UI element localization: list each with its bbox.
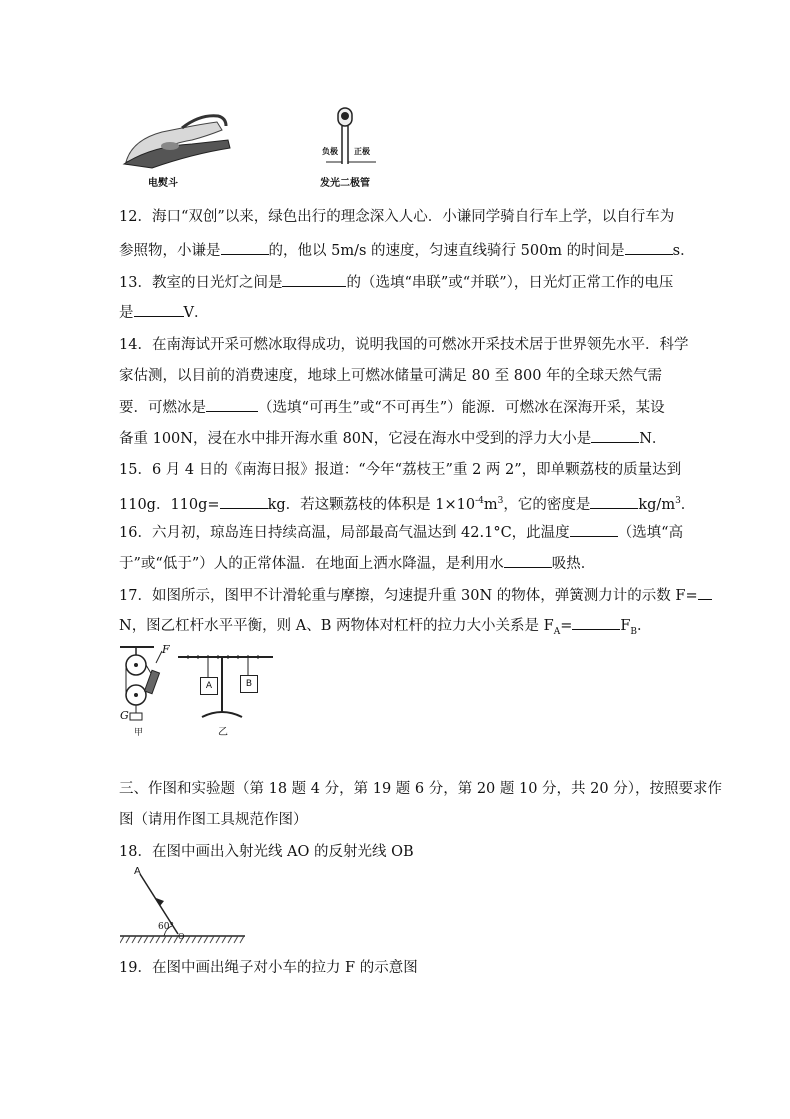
q15-text-b: kg．若这颗荔枝的体积是 1×10 [267, 496, 476, 513]
q12-blank-1[interactable] [221, 240, 269, 255]
q15-text-a: 110g．110g= [119, 496, 220, 513]
q15-sup-cube: 3 [497, 496, 504, 506]
q13-line1 [119, 272, 673, 293]
q16-text-d: 吸热． [551, 556, 596, 572]
q19-text: 19．在图中画出绳子对小车的拉力 F 的示意图 [119, 960, 418, 976]
q14-text-d: N． [639, 431, 667, 447]
q14-line2: 家估测，以目前的消费速度，地球上可燃冰储量可满足 80 至 800 年的全球天然气需 [119, 368, 663, 384]
q14-blank-1[interactable] [206, 397, 258, 412]
q14-text-b: （选填“可再生”或“不可再生”）能源．可燃冰在深海开采，某设 [258, 400, 665, 416]
q15-text-f: ． [680, 496, 696, 513]
fig18 [120, 866, 245, 946]
q17-line1 [119, 585, 712, 606]
fig17-label-yi: 乙 [218, 727, 228, 738]
fig17-label-g: G [120, 709, 129, 722]
q15-text-e: kg/m [638, 496, 676, 513]
q15-sup-cube2: 3 [675, 496, 681, 506]
q13-blank-1[interactable] [282, 272, 346, 287]
fig17-box-a [200, 677, 218, 695]
q16-text-b: （选填“高 [617, 525, 684, 541]
fig18-label-o: O [178, 932, 185, 941]
section3-line1: 三、作图和实验题（第 18 题 4 分，第 19 题 6 分，第 20 题 10 分，共 20 分），按照要求作 [119, 781, 722, 797]
q12-line2 [119, 240, 695, 261]
led-figure [316, 106, 386, 192]
q13-line2 [119, 302, 208, 323]
q17-blank-2[interactable] [572, 615, 620, 630]
fig17-label-f: F [162, 643, 170, 656]
q15-line1: 15．6 月 4 日的《南海日报》报道：“今年“荔枝王”重 2 两 2”，即单颗荔枝的质量达到 [119, 462, 682, 478]
q15-blank-1[interactable] [220, 494, 268, 509]
q12-text-c: s． [672, 243, 695, 259]
section3-line2: 图（请用作图工具规范作图） [119, 812, 308, 828]
q17-text-c: = [560, 618, 573, 634]
fig17-label-a: A [205, 681, 213, 691]
q17-text-a: 17．如图所示，图甲不计滑轮重与摩擦，匀速提升重 30N 的物体，弹簧测力计的示数 F= [119, 588, 698, 604]
q12-text-b: 的，他以 5m/s 的速度，匀速直线骑行 500m 的时间是 [268, 243, 625, 259]
led-pos-label: 正极 [354, 147, 370, 156]
led-caption: 发光二极管 [320, 178, 370, 189]
q15-blank-2[interactable] [590, 494, 638, 509]
q15-sup-exp: -4 [475, 496, 484, 506]
iron-drawing [122, 110, 232, 172]
fig17-label-jia: 甲 [134, 728, 144, 738]
fig18-label-a: A [134, 866, 141, 877]
q15-text-c: m [483, 496, 498, 513]
q17-text-e: ． [637, 618, 652, 634]
q17-line2 [119, 615, 652, 642]
q16-text-c: 于”或“低于”）人的正常体温．在地面上洒水降温，是利用水 [119, 556, 504, 572]
q13-text-b: 的（选填“串联”或“并联”），日光灯正常工作的电压 [346, 275, 674, 291]
q17-text-d: F [620, 618, 631, 634]
fig18-label-angle: 60° [158, 922, 174, 932]
q14-line4 [119, 428, 666, 449]
q18-text: 18．在图中画出入射光线 AO 的反射光线 OB [119, 844, 414, 860]
q15-line2 [119, 491, 695, 515]
led-neg-label: 负极 [322, 147, 338, 156]
q14-line1: 14．在南海试开采可燃冰取得成功，说明我国的可燃冰开采技术居于世界领先水平．科学 [119, 337, 689, 353]
iron-caption: 电熨斗 [148, 178, 178, 189]
q12-text-a: 参照物，小谦是 [119, 243, 221, 259]
q17-blank-1[interactable] [698, 585, 712, 600]
led-drawing [316, 106, 386, 166]
q16-blank-2[interactable] [504, 553, 552, 568]
fig17-box-b [240, 675, 258, 693]
q12-line1: 12．海口“双创”以来，绿色出行的理念深入人心．小谦同学骑自行车上学，以自行车为 [119, 209, 675, 225]
q16-text-a: 16．六月初，琼岛连日持续高温，局部最高气温达到 42.1°C，此温度 [119, 525, 570, 541]
q17-sub-b: B [630, 626, 638, 637]
q15-text-d: ，它的密度是 [503, 496, 591, 513]
q13-text-d: V． [183, 305, 209, 321]
fig17-label-b: B [245, 679, 253, 689]
fig17 [118, 645, 278, 740]
q14-text-a: 要．可燃冰是 [119, 400, 206, 416]
iron-figure [122, 110, 232, 190]
q12-blank-2[interactable] [625, 240, 673, 255]
q13-text-a: 13．教室的日光灯之间是 [119, 275, 283, 291]
q14-text-c: 备重 100N，浸在水中排开海水重 80N，它浸在海水中受到的浮力大小是 [119, 431, 592, 447]
q13-text-c: 是 [119, 305, 134, 321]
q14-blank-2[interactable] [591, 428, 639, 443]
q13-blank-2[interactable] [134, 302, 184, 317]
q17-sub-a: A [553, 626, 561, 637]
q17-text-b: N，图乙杠杆水平平衡，则 A、B 两物体对杠杆的拉力大小关系是 F [119, 618, 554, 634]
q16-line2 [119, 553, 595, 574]
q16-line1 [119, 522, 683, 543]
q16-blank-1[interactable] [570, 522, 618, 537]
q14-line3 [119, 397, 665, 418]
